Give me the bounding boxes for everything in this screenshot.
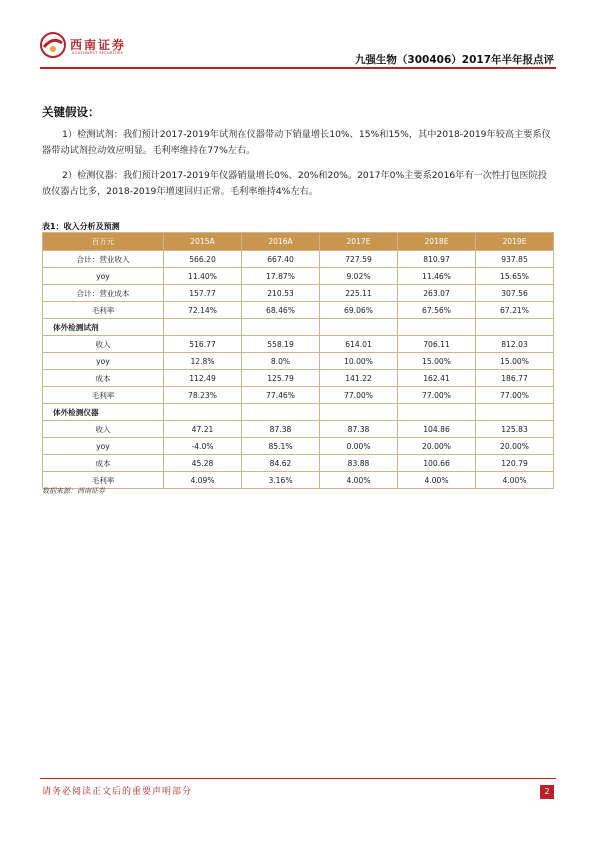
value-cell: 4.00% <box>398 472 476 489</box>
data-source-note: 数据来源：西南证券 <box>42 487 105 495</box>
value-cell: 225.11 <box>320 285 398 302</box>
row-label-cell: 合计：营业收入 <box>43 251 164 268</box>
row-label-cell: 毛利率 <box>43 387 164 404</box>
value-cell: 706.11 <box>398 336 476 353</box>
value-cell <box>320 404 398 421</box>
table-section-row <box>43 319 554 336</box>
value-cell: 69.06% <box>320 302 398 319</box>
value-cell <box>242 319 320 336</box>
header-cell-2018e: 2018E <box>398 233 476 251</box>
value-cell: 87.38 <box>320 421 398 438</box>
value-cell: 12.8% <box>164 353 242 370</box>
company-logo <box>40 30 140 60</box>
row-label-cell: 合计：营业成本 <box>43 285 164 302</box>
value-cell: 4.00% <box>476 472 554 489</box>
footer-disclaimer: 请务必阅读正文后的重要声明部分 <box>42 787 193 797</box>
header-cell-2017e: 2017E <box>320 233 398 251</box>
row-label-cell: yoy <box>43 268 164 285</box>
value-cell <box>164 319 242 336</box>
value-cell: 162.41 <box>398 370 476 387</box>
value-cell: 15.00% <box>476 353 554 370</box>
value-cell: 614.01 <box>320 336 398 353</box>
value-cell: 77.00% <box>398 387 476 404</box>
value-cell: 3.16% <box>242 472 320 489</box>
page-number: 2 <box>540 785 554 799</box>
value-cell: 47.21 <box>164 421 242 438</box>
logo-mark-icon <box>40 32 66 58</box>
table-row <box>43 387 554 404</box>
value-cell: 0.00% <box>320 438 398 455</box>
value-cell: 15.00% <box>398 353 476 370</box>
value-cell: 11.40% <box>164 268 242 285</box>
value-cell <box>398 319 476 336</box>
row-label-cell: 成本 <box>43 370 164 387</box>
value-cell <box>164 404 242 421</box>
value-cell: 67.56% <box>398 302 476 319</box>
header-cell-2016a: 2016A <box>242 233 320 251</box>
table-row <box>43 438 554 455</box>
value-cell <box>398 404 476 421</box>
revenue-forecast-table <box>42 232 554 489</box>
logo-text-cn: 西南证券 <box>70 38 127 52</box>
value-cell: 67.21% <box>476 302 554 319</box>
value-cell: 120.79 <box>476 455 554 472</box>
value-cell: 10.00% <box>320 353 398 370</box>
value-cell <box>476 319 554 336</box>
value-cell: 84.62 <box>242 455 320 472</box>
value-cell: 72.14% <box>164 302 242 319</box>
document-title: 九强生物（300406）2017年半年报点评 <box>354 54 554 66</box>
header-divider <box>40 67 556 69</box>
logo-text-en: SOUTHWEST SECURITIES <box>72 51 124 55</box>
value-cell: 45.28 <box>164 455 242 472</box>
value-cell: 558.19 <box>242 336 320 353</box>
value-cell <box>476 404 554 421</box>
value-cell: 104.86 <box>398 421 476 438</box>
table-row <box>43 302 554 319</box>
row-label-cell: 收入 <box>43 336 164 353</box>
value-cell: 141.22 <box>320 370 398 387</box>
value-cell: 9.02% <box>320 268 398 285</box>
value-cell: 157.77 <box>164 285 242 302</box>
value-cell: 20.00% <box>476 438 554 455</box>
table-body <box>43 251 554 489</box>
table-row <box>43 472 554 489</box>
value-cell: 77.00% <box>476 387 554 404</box>
row-label-cell: 毛利率 <box>43 302 164 319</box>
value-cell: 566.20 <box>164 251 242 268</box>
value-cell: 100.66 <box>398 455 476 472</box>
value-cell: 307.56 <box>476 285 554 302</box>
header-cell-unit: 百万元 <box>43 233 164 251</box>
table-row <box>43 455 554 472</box>
value-cell <box>320 319 398 336</box>
row-label-cell: 体外检测仪器 <box>43 404 164 421</box>
value-cell: 68.46% <box>242 302 320 319</box>
value-cell: 125.83 <box>476 421 554 438</box>
value-cell: 15.65% <box>476 268 554 285</box>
table-caption: 表1：收入分析及预测 <box>42 222 120 231</box>
table-header-row <box>43 233 554 251</box>
value-cell: 210.53 <box>242 285 320 302</box>
header-cell-2015a: 2015A <box>164 233 242 251</box>
table-row <box>43 421 554 438</box>
value-cell: 85.1% <box>242 438 320 455</box>
value-cell: 186.77 <box>476 370 554 387</box>
value-cell: 87.38 <box>242 421 320 438</box>
value-cell: 4.09% <box>164 472 242 489</box>
table-row <box>43 353 554 370</box>
row-label-cell: 成本 <box>43 455 164 472</box>
row-label-cell: yoy <box>43 353 164 370</box>
value-cell: 20.00% <box>398 438 476 455</box>
footer-divider <box>40 778 556 779</box>
table-row <box>43 285 554 302</box>
row-label-cell: 毛利率 <box>43 472 164 489</box>
value-cell: 83.88 <box>320 455 398 472</box>
value-cell: 8.0% <box>242 353 320 370</box>
value-cell: 516.77 <box>164 336 242 353</box>
value-cell: 77.00% <box>320 387 398 404</box>
value-cell: 812.03 <box>476 336 554 353</box>
value-cell: 667.40 <box>242 251 320 268</box>
table-row <box>43 336 554 353</box>
value-cell: -4.0% <box>164 438 242 455</box>
value-cell: 4.00% <box>320 472 398 489</box>
value-cell: 125.79 <box>242 370 320 387</box>
value-cell: 263.07 <box>398 285 476 302</box>
table-row <box>43 370 554 387</box>
value-cell: 727.59 <box>320 251 398 268</box>
table-row <box>43 268 554 285</box>
paragraph-reagents: 1）检测试剂：我们预计2017-2019年试剂在仪器带动下销量增长10%、15%和15%，其中2018-2019年较高主要系仪器带动试剂拉动效应明显。毛利率维持在77%左右。 <box>42 129 551 156</box>
table-row <box>43 251 554 268</box>
value-cell: 112.49 <box>164 370 242 387</box>
table-section-row <box>43 404 554 421</box>
header-cell-2019e: 2019E <box>476 233 554 251</box>
row-label-cell: 体外检测试剂 <box>43 319 164 336</box>
row-label-cell: 收入 <box>43 421 164 438</box>
section-heading: 关键假设： <box>42 105 100 119</box>
row-label-cell: yoy <box>43 438 164 455</box>
value-cell: 810.97 <box>398 251 476 268</box>
value-cell: 11.46% <box>398 268 476 285</box>
value-cell <box>242 404 320 421</box>
value-cell: 17.87% <box>242 268 320 285</box>
value-cell: 937.85 <box>476 251 554 268</box>
paragraph-instruments: 2）检测仪器：我们预计2017-2019年仪器销量增长0%、20%和20%。2017年0%主要系2016年有一次性打包医院投放仪器占比多，2018-2019年增速回归正常。毛利率维持4%左右。 <box>42 170 548 197</box>
value-cell: 77.46% <box>242 387 320 404</box>
value-cell: 78.23% <box>164 387 242 404</box>
